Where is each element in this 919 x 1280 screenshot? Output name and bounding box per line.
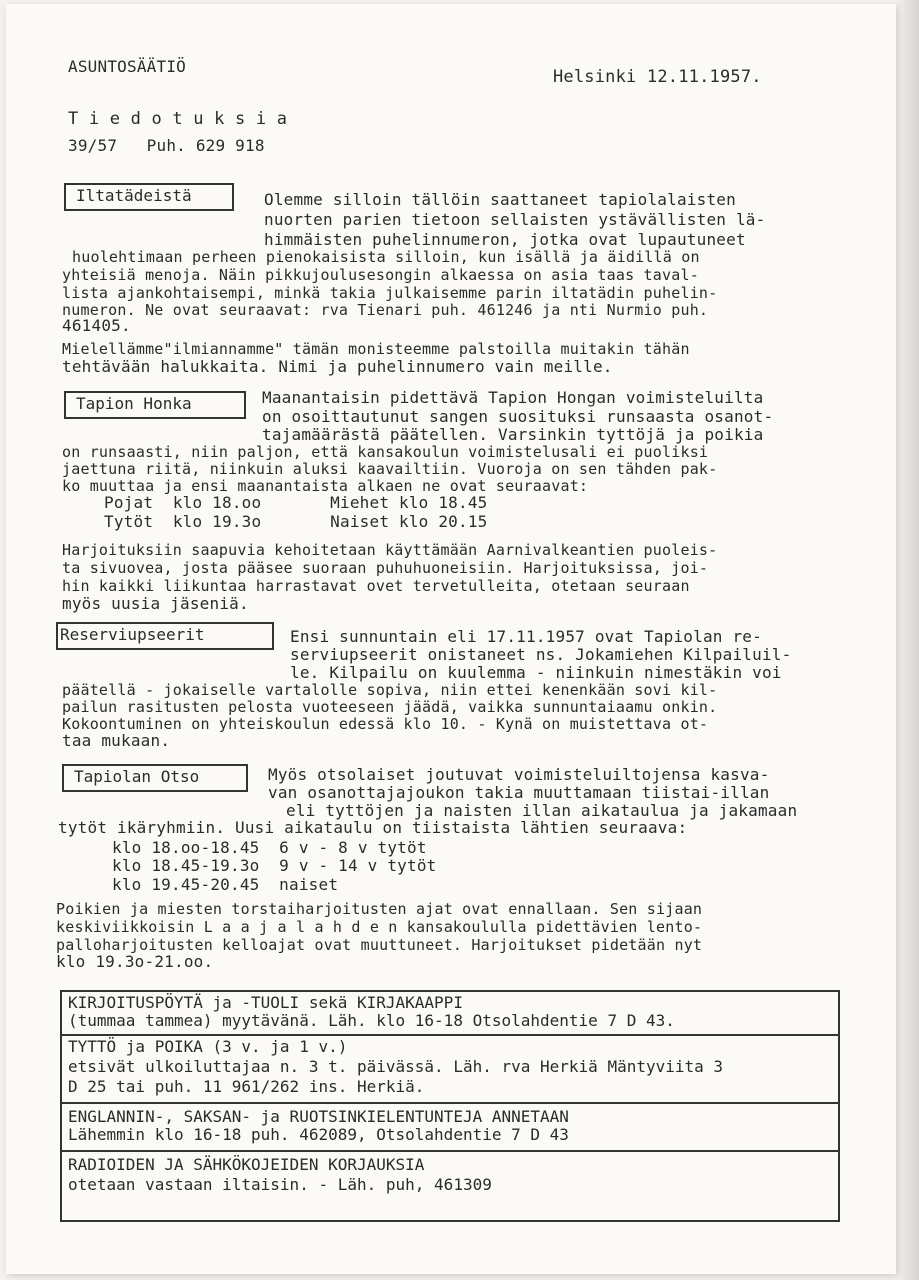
ad-line: KIRJOITUSPÖYTÄ ja -TUOLI sekä KIRJAKAAPPI [68,993,463,1012]
classified-ad [62,1036,838,1104]
text-line: hin kaikki liikuntaa harrastavat ovet tervetulleita, otetaan seuraan [62,577,690,595]
text-line: palloharjoitusten kelloajat ovat muuttuneet. Harjoitukset pidetään nyt [56,936,703,954]
schedule-line: klo 19.45-20.45 naiset [112,875,339,894]
ad-line: etsivät ulkoiluttajaa n. 3 t. päivässä. Läh. rva Herkiä Mäntyviita 3 [68,1057,724,1076]
reference-phone: 39/57 Puh. 629 918 [68,136,265,155]
ad-line: RADIOIDEN JA SÄHKÖKOJEIDEN KORJAUKSIA [68,1155,425,1174]
section-heading-tapion-honka: Tapion Honka [76,394,192,413]
text-line: on runsaasti, niin paljon, että kansakoulun voimistelusali ei puoliksi [62,443,709,461]
section-heading-tapiolan-otso: Tapiolan Otso [74,767,200,786]
text-line: yhteisiä menoja. Näin pikkujoulusesongin alkaessa on asia taas taval- [62,266,699,284]
document-title: T i e d o t u k s i a [68,109,288,129]
text-line: lista ajankohtaisempi, minkä takia julkaisemme parin iltatädin puhelin- [62,284,718,302]
ad-line: Lähemmin klo 16-18 puh. 462089, Otsolahdentie 7 D 43 [68,1125,569,1144]
text-line: päätellä - jokaiselle vartalolle sopiva, niin ettei kenenkään sovi kil- [62,681,718,699]
document-page [6,4,896,1274]
text-line: Myös otsolaiset joutuvat voimisteluiltojensa kasva- [268,765,770,784]
schedule-line: klo 18.45-19.3o 9 v - 14 v tytöt [112,856,437,875]
text-line: keskiviikkoisin L a a j a l a h d e n kansakoululla pidettävien lento- [56,918,703,936]
page-edge-shadow [897,0,919,1280]
section-heading-reserviupseerit: Reserviupseerit [60,625,205,644]
organization-name: ASUNTOSÄÄTIÖ [68,57,186,76]
text-line: ko muuttaa ja ensi maanantaista alkaen ne ovat seuraavat: [62,477,589,495]
section-heading-box [56,622,274,650]
ad-line: otetaan vastaan iltaisin. - Läh. puh, 461309 [68,1175,492,1194]
text-line: nuorten parien tietoon sellaisten ystävällisten lä- [264,210,766,229]
text-line: serviupseerit onistaneet ns. Jokamiehen Kilpailuil- [290,645,792,664]
section-heading-box [64,183,234,211]
text-line: 461405. [62,316,131,335]
text-line: tehtävään halukkaita. Nimi ja puhelinnumero vain meille. [62,357,613,376]
text-line: Olemme silloin tällöin saattaneet tapiolalaisten [264,190,736,209]
text-line: eli tyttöjen ja naisten illan aikataulua ja jakamaan [286,801,798,820]
classified-ad [62,1104,838,1152]
section-heading-box [64,391,246,419]
text-line: van osanottajajoukon takia muuttamaan tiistai-illan [268,783,770,802]
classified-ad [62,1152,838,1218]
ad-line: ENGLANNIN-, SAKSAN- ja RUOTSINKIELENTUNTEJA ANNETAAN [68,1107,569,1126]
schedule-line: Tytöt klo 19.3o Naiset klo 20.15 [104,512,488,531]
text-line: Harjoituksiin saapuvia kehoitetaan käyttämään Aarnivalkeantien puoleis- [62,541,718,559]
text-line: Kokoontuminen on yhteiskoulun edessä klo 10. - Kynä on muistettava ot- [62,715,709,733]
ad-line: (tummaa tammea) myytävänä. Läh. klo 16-18 Otsolahdentie 7 D 43. [68,1011,675,1030]
ad-line: TYTTÖ ja POIKA (3 v. ja 1 v.) [68,1037,348,1056]
classified-ad [62,992,838,1036]
text-line: klo 19.3o-21.oo. [56,952,214,971]
ad-line: D 25 tai puh. 11 961/262 ins. Herkiä. [68,1077,425,1096]
schedule-line: klo 18.oo-18.45 6 v - 8 v tytöt [112,838,427,857]
text-line: himmäisten puhelinnumeron, jotka ovat lupautuneet [264,230,746,249]
text-line: ta sivuovea, josta pääsee suoraan puhuhuoneisiin. Harjoituksissa, joi- [62,559,709,577]
text-line: pailun rasitusten pelosta vuoteeseen jäädä, vaikka sunnuntaiaamu onkin. [62,698,718,716]
text-line: Maanantaisin pidettävä Tapion Hongan voimisteluilta [262,388,764,407]
text-line: numeron. Ne ovat seuraavat: rva Tienari puh. 461246 ja nti Nurmio puh. [62,301,709,319]
schedule-line: Pojat klo 18.oo Miehet klo 18.45 [104,493,488,512]
text-line: on osoittautunut sangen suosituksi runsaasta osanot- [262,407,774,426]
text-line: huolehtimaan perheen pienokaisista silloin, kun isällä ja äidillä on [72,248,700,266]
section-heading-box [62,764,248,792]
text-line: Mielellämme"ilmiannamme" tämän monisteemme palstoilla muitakin tähän [62,340,690,358]
text-line: Poikien ja miesten torstaiharjoitusten ajat ovat ennallaan. Sen sijaan [56,900,703,918]
text-line: myös uusia jäseniä. [62,594,249,613]
place-date: Helsinki 12.11.1957. [553,67,762,87]
text-line: le. Kilpailu on kuulemma - niinkuin nimestäkin voi [290,663,782,682]
text-line: jaettuna riitä, niinkuin aluksi kaavailtiin. Vuoroja on sen tähden pak- [62,460,718,478]
text-line: Ensi sunnuntain eli 17.11.1957 ovat Tapiolan re- [290,627,762,646]
section-heading-iltatadeista: Iltatädeistä [76,186,192,205]
classified-ads-box [60,990,840,1222]
text-line: taa mukaan. [62,731,171,750]
text-line: tytöt ikäryhmiin. Uusi aikataulu on tiistaista lähtien seuraava: [58,818,688,837]
text-line: tajamäärästä päätellen. Varsinkin tyttöjä ja poikia [262,425,764,444]
